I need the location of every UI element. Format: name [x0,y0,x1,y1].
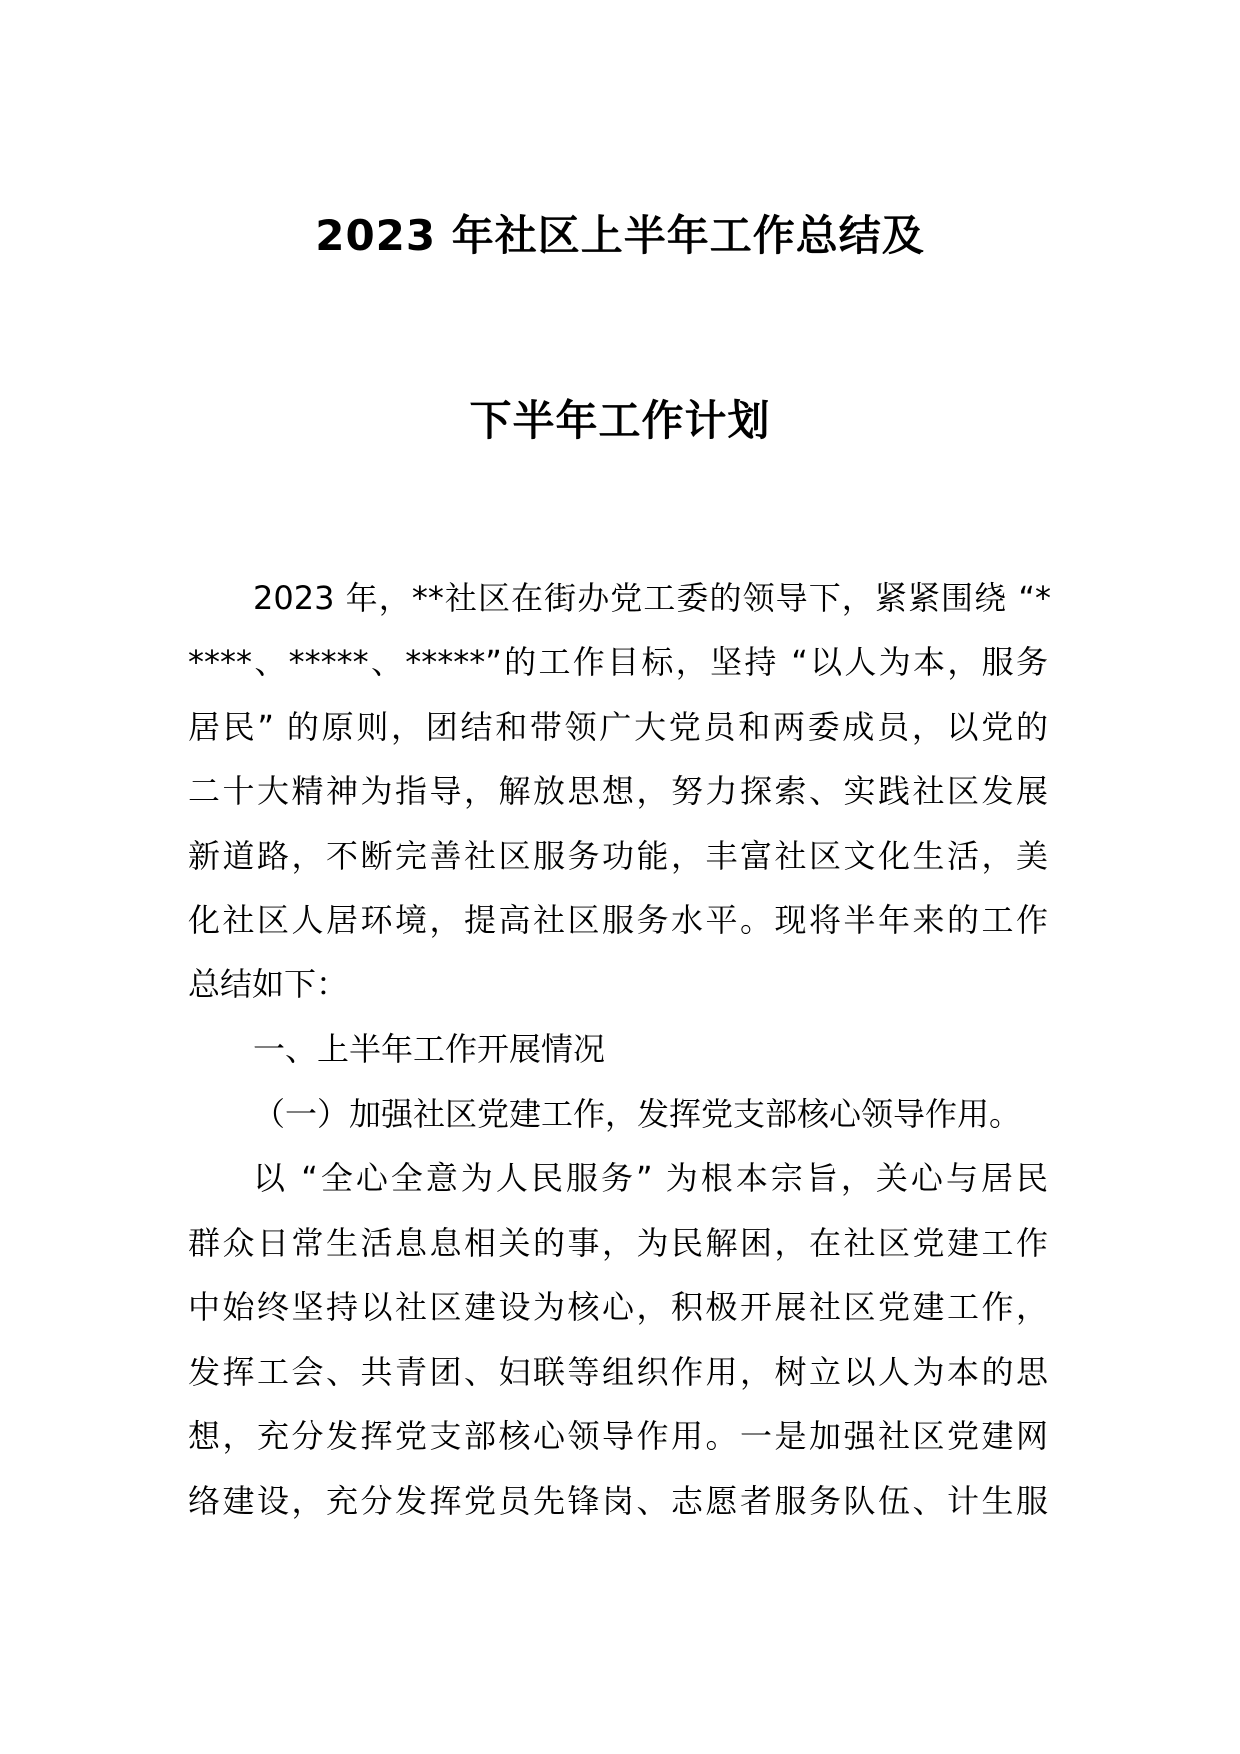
paragraph-line: 发挥工会、共青团、妇联等组织作用，树立以人为本的思 [188,1353,1048,1391]
document-title-line-2: 下半年工作计划 [469,396,771,445]
paragraph-line: ****、*****、*****”的工作目标，坚持 “以人为本，服务 [188,643,1048,681]
subsection-heading: （一）加强社区党建工作，发挥党支部核心领导作用。 [253,1095,1022,1133]
paragraph-line: 以 “全心全意为人民服务” 为根本宗旨，关心与居民 [253,1159,1048,1197]
paragraph-line: 居民” 的原则，团结和带领广大党员和两委成员，以党的 [188,708,1048,746]
paragraph-line: 络建设，充分发挥党员先锋岗、志愿者服务队伍、计生服 [188,1482,1048,1520]
paragraph-line: 中始终坚持以社区建设为核心，积极开展社区党建工作， [188,1288,1048,1326]
paragraph-line: 群众日常生活息息相关的事，为民解困，在社区党建工作 [188,1224,1048,1262]
paragraph-line: 2023 年，**社区在街办党工委的领导下，紧紧围绕 “* [253,579,1051,617]
paragraph-line: 总结如下： [188,965,349,1003]
paragraph-line: 二十大精神为指导，解放思想，努力探索、实践社区发展 [188,772,1048,810]
paragraph-line: 新道路，不断完善社区服务功能，丰富社区文化生活，美 [188,837,1048,875]
document-title-line-1: 2023 年社区上半年工作总结及 [315,211,925,260]
section-heading: 一、上半年工作开展情况 [253,1030,606,1068]
paragraph-line: 化社区人居环境，提高社区服务水平。现将半年来的工作 [188,901,1048,939]
paragraph-line: 想，充分发挥党支部核心领导作用。一是加强社区党建网 [188,1417,1048,1455]
